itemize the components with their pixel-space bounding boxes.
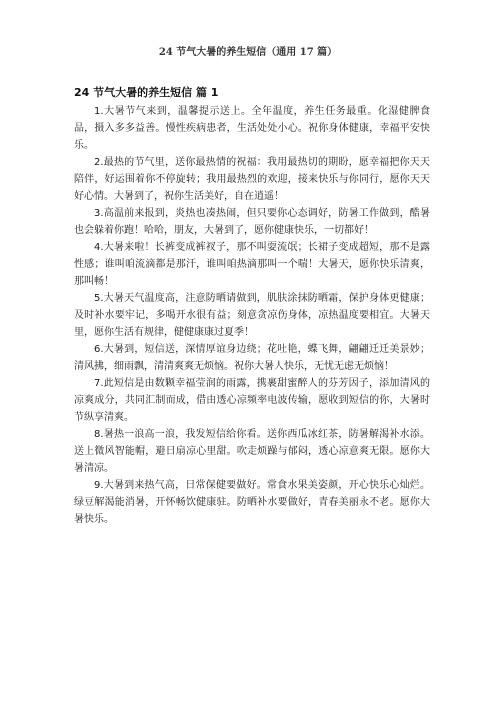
paragraph-2: 2.最热的节气里，送你最热情的祝福：我用最热切的期盼，愿幸福把你天天陪伴，好运围着你不停旋转；我用最热烈的欢迎，接来快乐与你同行，愿你天天好心情。大暑到了，祝你生活美好，自在逍遥！ bbox=[74, 157, 430, 202]
section-heading: 24 节气大暑的养生短信 篇 1 bbox=[74, 86, 219, 99]
paragraph-6: 6.大暑到，短信送，深情厚谊身边绕；花吐艳，蝶飞舞，翩翩迁迁美景妙；清风拂，细雨飘，清清爽爽无烦恼。祝你大暑人快乐，无忧无虑无烦恼！ bbox=[74, 344, 430, 372]
paragraph-7: 7.此短信是由数颗幸福莹润的雨露，携裹甜蜜醉人的芬芳因子，添加清风的凉爽成分，共同汇制而成，借由透心凉频率电波传输，愿收到短信的你，大暑时节纵享清爽。 bbox=[74, 378, 430, 423]
paragraph-4: 4.大暑来啦！长裤变成裤衩子，那不叫耍流氓；长裙子变成超短，那不是露性感；谁叫咱流滴都是那汗，谁叫咱热滴那叫一个喘！大暑天，愿你快乐清爽，那叫畅！ bbox=[74, 242, 430, 287]
paragraph-8: 8.暑热一浪高一浪，我发短信给你看。送你西瓜冰红茶，防暑解渴补水添。送上微风智能帽，避日扇凉心里甜。吹走烦躁与郁闷，透心凉意爽无限。愿你大暑清凉。 bbox=[74, 429, 430, 474]
paragraph-9: 9.大暑到来热气高，日常保健要做好。常食水果美姿颜，开心快乐心灿烂。绿豆解渴能消暑，开怀畅饮健康驻。防晒补水要做好，青春美丽永不老。愿你大暑快乐。 bbox=[74, 480, 430, 525]
paragraph-3: 3.高温前来报到，炎热也凑热闹，但只要你心态调好，防暑工作做到，酷暑也会躲着你跑！哈哈，朋友，大暑到了，愿你健康快乐，一切都好！ bbox=[74, 208, 430, 236]
document-title: 24 节气大暑的养生短信（通用 17 篇） bbox=[158, 47, 338, 58]
document-body bbox=[74, 103, 430, 528]
paragraph-1: 1.大暑节气来到，温馨提示送上。全年温度，养生任务最重。化湿健脾食品，摄入多多益善。慢性疾病患者，生活处处小心。祝你身体健康，幸福平安快乐。 bbox=[74, 106, 430, 151]
paragraph-5: 5.大暑天气温度高，注意防晒请做到，肌肤涂抹防晒霜，保护身体更健康；及时补水要牢记，多喝开水很有益；刻意贪凉伤身体，凉热温度要相宜。大暑天里，愿你生活有规律，健健康康过夏季！ bbox=[74, 293, 430, 338]
